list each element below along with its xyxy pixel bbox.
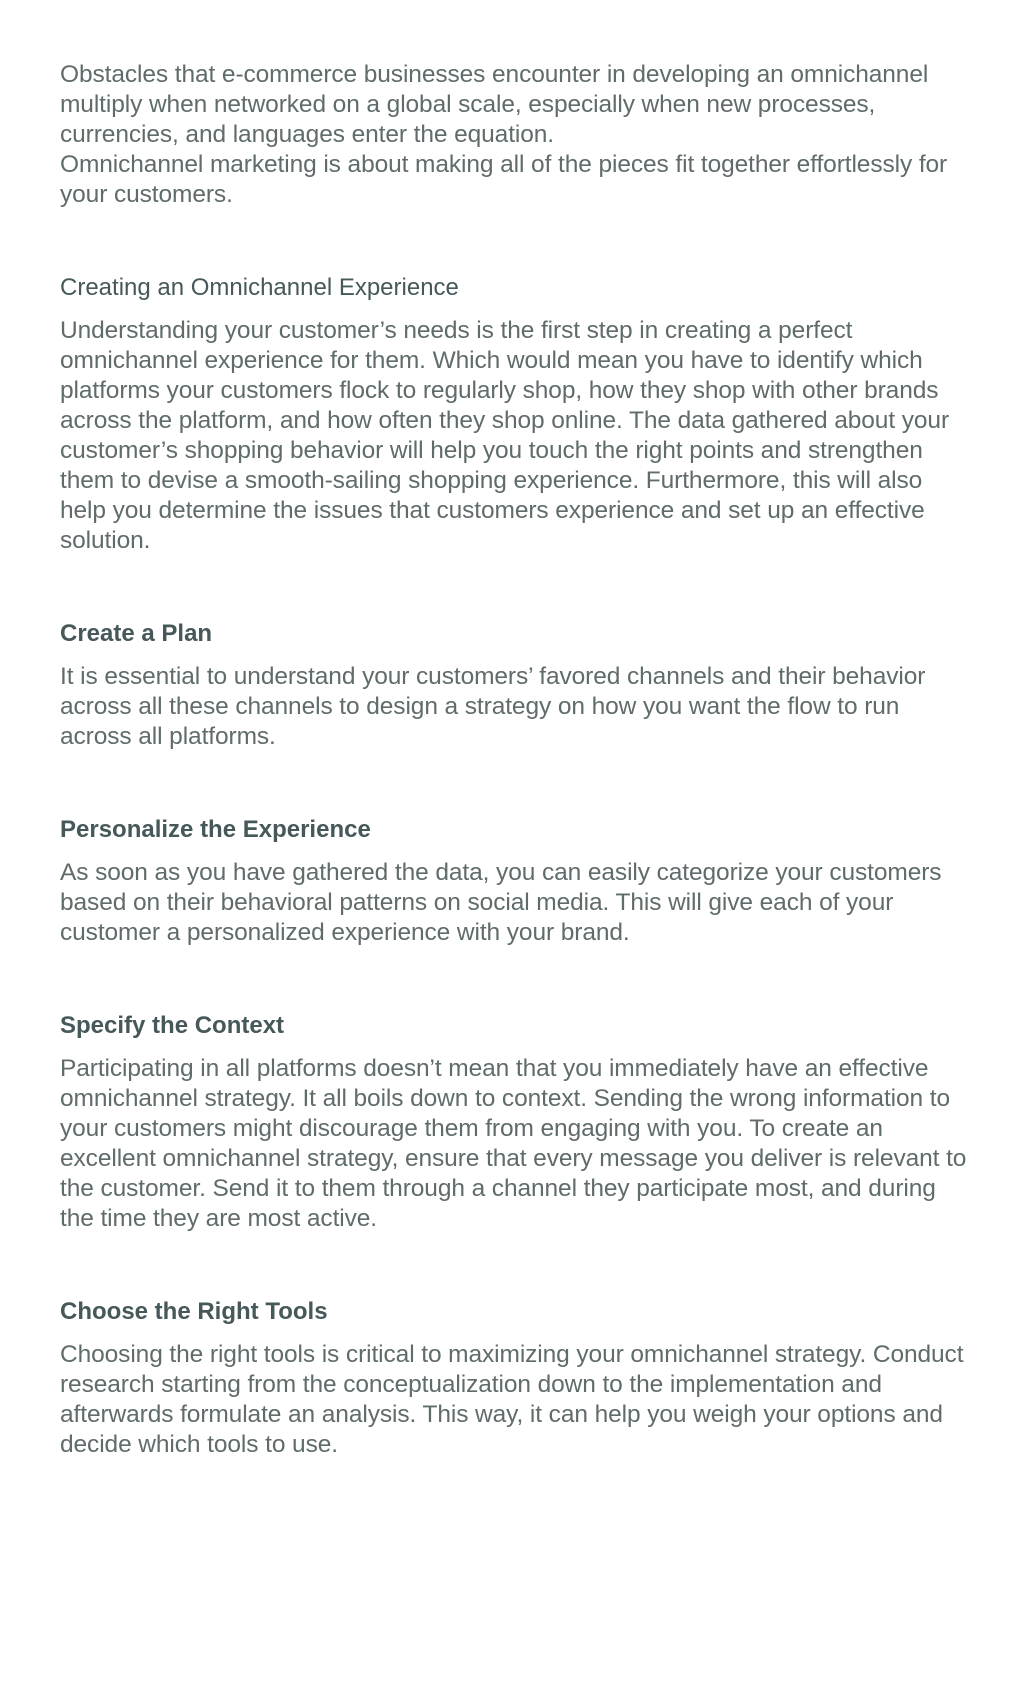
section-body: Choosing the right tools is critical to maximizing your omnichannel strategy. Conduct research starting from the conceptualization down to the implementation and afterwards formulate an analysis. This way, it can help you weigh your options and decide which tools to use. [60,1341,964,1458]
section-heading: Creating an Omnichannel Experience [60,274,459,301]
article [60,60,974,1460]
section-choose-tools [60,1297,974,1460]
section-heading: Personalize the Experience [60,816,371,843]
section-body: It is essential to understand your customers’ favored channels and their behavior across all these channels to design a strategy on how you want the flow to run across all platforms. [60,663,926,750]
section-heading: Create a Plan [60,620,213,647]
intro-paragraph: Omnichannel marketing is about making all of the pieces fit together effortlessly for your customers. [60,151,948,208]
intro-paragraph: Obstacles that e-commerce businesses encounter in developing an omnichannel multiply when networked on a global scale, especially when new processes, currencies, and languages enter the equation. [60,61,929,148]
section-heading: Specify the Context [60,1012,285,1039]
section-creating-experience [60,273,974,556]
section-heading: Choose the Right Tools [60,1298,328,1325]
section-body: Participating in all platforms doesn’t mean that you immediately have an effective omnichannel strategy. It all boils down to context. Sending the wrong information to your customers might discourage them from engaging with you. To create an excellent omnichannel strategy, ensure that every message you deliver is relevant to the customer. Send it to them through a channel they participate most, and during the time they are most active. [60,1055,967,1232]
section-create-plan [60,619,974,752]
section-body: Understanding your customer’s needs is the first step in creating a perfect omnichannel experience for them. Which would mean you have to identify which platforms your customers flock to regularly shop, how they shop with other brands across the platform, and how often they shop online. The data gathered about your customer’s shopping behavior will help you touch the right points and strengthen them to devise a smooth-sailing shopping experience. Furthermore, this will also help you determine the issues that customers experience and set up an effective solution. [60,317,950,554]
section-body: As soon as you have gathered the data, you can easily categorize your customers based on their behavioral patterns on social media. This will give each of your customer a personalized experience with your brand. [60,859,942,946]
intro-section [60,60,974,210]
section-specify-context [60,1011,974,1234]
section-personalize [60,815,974,948]
